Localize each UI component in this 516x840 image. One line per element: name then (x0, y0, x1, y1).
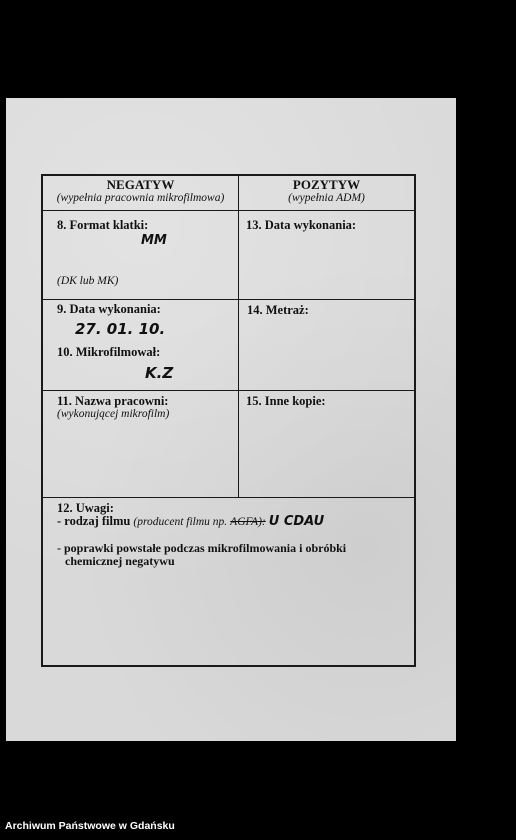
negatyw-header: NEGATYW (106, 177, 175, 192)
negatyw-subheader: (wypełnia pracownia mikrofilmowa) (56, 192, 225, 204)
archive-footer: Archiwum Państwowe w Gdańsku (5, 820, 175, 832)
chemicznej-line: chemicznej negatywu (65, 554, 175, 568)
row-divider-2 (43, 299, 414, 300)
row-divider-1 (43, 210, 414, 211)
producent-hint: (producent filmu np. (133, 516, 228, 528)
row-divider-4 (43, 497, 414, 498)
format-klatki-label: 8. Format klatki: (57, 218, 149, 232)
pozytyw-subheader: (wypełnia ADM) (288, 192, 365, 204)
row-divider-3 (43, 390, 414, 391)
poprawki-line: - poprawki powstałe podczas mikrofilmowania i obróbki (57, 541, 347, 555)
negatyw-data-wykonania-value: 27. 01. 10. (75, 320, 166, 338)
pozytyw-header: POZYTYW (292, 177, 361, 192)
format-klatki-hint: (DK lub MK) (57, 275, 119, 287)
producent-example: AGFA): (230, 516, 266, 528)
negatyw-data-wykonania-label: 9. Data wykonania: (57, 302, 161, 316)
inne-kopie-label: 15. Inne kopie: (246, 394, 326, 408)
mikrofilmowal-value: K.Z (145, 364, 174, 382)
mikrofilmowal-label: 10. Mikrofilmował: (57, 345, 161, 359)
rodzaj-filmu-line (57, 514, 324, 529)
nazwa-pracowni-hint: (wykonującej mikrofilm) (57, 408, 170, 420)
nazwa-pracowni-label: 11. Nazwa pracowni: (57, 394, 169, 408)
format-klatki-value: MM (141, 233, 167, 248)
form-table (41, 174, 416, 667)
column-divider (238, 176, 239, 497)
rodzaj-filmu-label: - rodzaj filmu (57, 514, 131, 528)
microfilm-card (6, 98, 456, 741)
pozytyw-data-wykonania-label: 13. Data wykonania: (246, 218, 357, 232)
metraz-label: 14. Metraż: (247, 303, 309, 317)
uwagi-label: 12. Uwagi: (57, 501, 114, 515)
rodzaj-filmu-value: U CDAU (268, 514, 325, 529)
